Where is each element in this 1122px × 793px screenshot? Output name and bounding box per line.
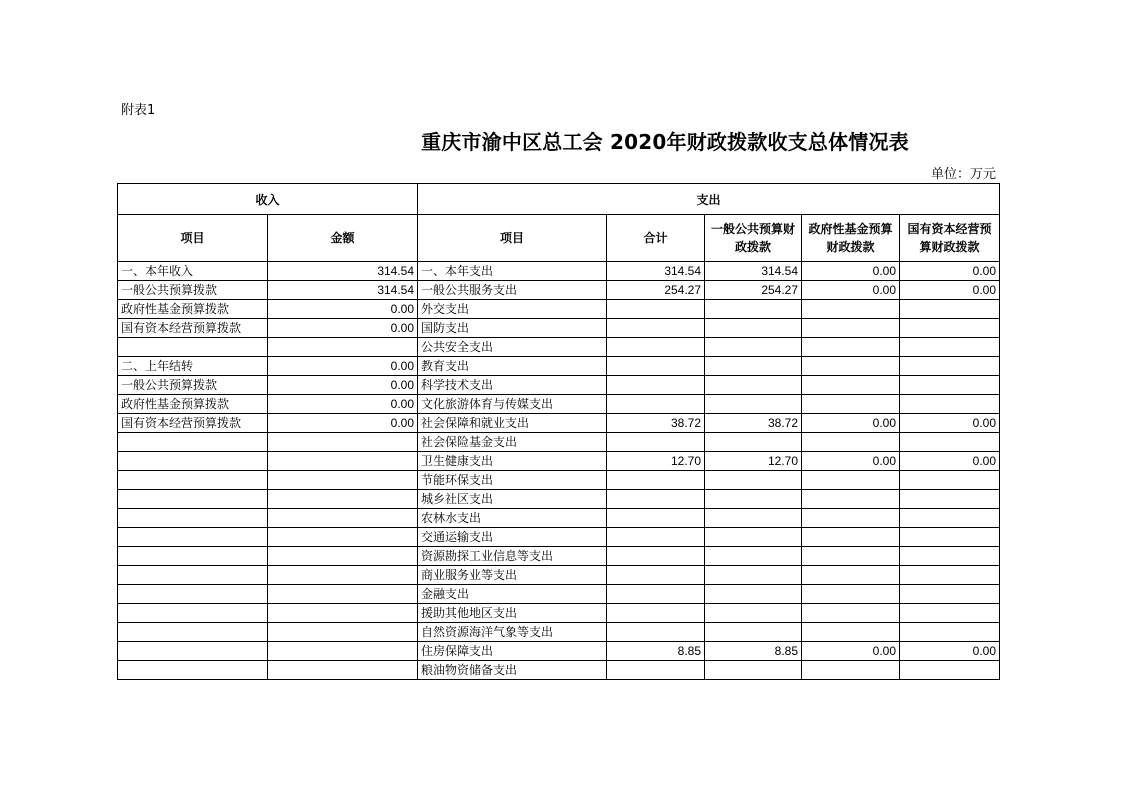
expense-total-cell	[607, 395, 705, 414]
expense-state-capital-cell: 0.00	[900, 281, 1000, 300]
expense-state-capital-cell	[900, 338, 1000, 357]
expense-general-cell	[705, 490, 802, 509]
expense-state-capital-cell	[900, 300, 1000, 319]
expense-item-cell: 国防支出	[418, 319, 607, 338]
table-row	[118, 281, 1000, 300]
income-item-cell	[118, 433, 268, 452]
expense-item-cell: 一、本年支出	[418, 262, 607, 281]
expense-total-cell: 314.54	[607, 262, 705, 281]
table-body	[118, 262, 1000, 680]
income-item-cell	[118, 338, 268, 357]
income-item-cell	[118, 547, 268, 566]
col-expense-gov-fund: 政府性基金预算财政拨款	[802, 215, 900, 262]
expense-total-cell: 254.27	[607, 281, 705, 300]
expense-item-cell: 自然资源海洋气象等支出	[418, 623, 607, 642]
expense-total-cell	[607, 433, 705, 452]
table-row	[118, 528, 1000, 547]
expense-state-capital-cell: 0.00	[900, 262, 1000, 281]
expense-total-cell	[607, 319, 705, 338]
expense-gov-fund-cell: 0.00	[802, 642, 900, 661]
expense-item-cell: 教育支出	[418, 357, 607, 376]
expense-total-cell	[607, 623, 705, 642]
income-amount-cell	[268, 509, 418, 528]
expense-general-cell	[705, 566, 802, 585]
income-amount-cell: 314.54	[268, 262, 418, 281]
expense-total-cell	[607, 376, 705, 395]
table-row	[118, 357, 1000, 376]
expense-gov-fund-cell	[802, 509, 900, 528]
income-amount-cell	[268, 661, 418, 680]
expense-total-cell: 8.85	[607, 642, 705, 661]
expense-state-capital-cell	[900, 528, 1000, 547]
table-row	[118, 300, 1000, 319]
expense-total-cell	[607, 357, 705, 376]
expense-gov-fund-cell	[802, 319, 900, 338]
expense-item-cell: 文化旅游体育与传媒支出	[418, 395, 607, 414]
col-expense-total: 合计	[607, 215, 705, 262]
expense-general-cell	[705, 376, 802, 395]
expense-gov-fund-cell	[802, 604, 900, 623]
col-expense-item: 项目	[418, 215, 607, 262]
expense-gov-fund-cell	[802, 357, 900, 376]
expense-state-capital-cell	[900, 604, 1000, 623]
expense-state-capital-cell	[900, 433, 1000, 452]
expense-general-cell	[705, 395, 802, 414]
expense-item-cell: 城乡社区支出	[418, 490, 607, 509]
table-row	[118, 509, 1000, 528]
expense-gov-fund-cell	[802, 528, 900, 547]
expense-general-cell	[705, 547, 802, 566]
income-item-cell: 一、本年收入	[118, 262, 268, 281]
expense-gov-fund-cell: 0.00	[802, 281, 900, 300]
table-row	[118, 452, 1000, 471]
income-amount-cell	[268, 338, 418, 357]
expense-state-capital-cell: 0.00	[900, 414, 1000, 433]
expense-item-cell: 社会保障和就业支出	[418, 414, 607, 433]
income-item-cell	[118, 471, 268, 490]
header-row-group	[118, 184, 1000, 215]
expense-general-cell: 254.27	[705, 281, 802, 300]
unit-label: 单位：万元	[930, 167, 996, 182]
expense-general-cell: 38.72	[705, 414, 802, 433]
expense-total-cell: 12.70	[607, 452, 705, 471]
expense-gov-fund-cell	[802, 661, 900, 680]
income-amount-cell	[268, 490, 418, 509]
expense-state-capital-cell	[900, 566, 1000, 585]
income-amount-cell: 314.54	[268, 281, 418, 300]
expense-gov-fund-cell	[802, 471, 900, 490]
expense-item-cell: 住房保障支出	[418, 642, 607, 661]
income-amount-cell	[268, 585, 418, 604]
income-amount-cell	[268, 433, 418, 452]
expense-state-capital-cell	[900, 376, 1000, 395]
expense-total-cell	[607, 566, 705, 585]
expense-total-cell	[607, 338, 705, 357]
income-amount-cell: 0.00	[268, 395, 418, 414]
expense-gov-fund-cell: 0.00	[802, 414, 900, 433]
table-row	[118, 471, 1000, 490]
table-row	[118, 376, 1000, 395]
table-row	[118, 395, 1000, 414]
expense-header: 支出	[418, 184, 1000, 215]
expense-item-cell: 商业服务业等支出	[418, 566, 607, 585]
expense-gov-fund-cell	[802, 433, 900, 452]
col-income-amount: 金额	[268, 215, 418, 262]
expense-gov-fund-cell	[802, 300, 900, 319]
expense-gov-fund-cell	[802, 376, 900, 395]
expense-gov-fund-cell	[802, 585, 900, 604]
expense-general-cell: 12.70	[705, 452, 802, 471]
expense-gov-fund-cell: 0.00	[802, 262, 900, 281]
income-amount-cell: 0.00	[268, 376, 418, 395]
expense-gov-fund-cell	[802, 623, 900, 642]
income-amount-cell: 0.00	[268, 319, 418, 338]
income-amount-cell	[268, 471, 418, 490]
expense-total-cell	[607, 300, 705, 319]
income-amount-cell	[268, 528, 418, 547]
expense-item-cell: 一般公共服务支出	[418, 281, 607, 300]
expense-general-cell	[705, 509, 802, 528]
expense-item-cell: 金融支出	[418, 585, 607, 604]
expense-total-cell	[607, 661, 705, 680]
expense-state-capital-cell	[900, 547, 1000, 566]
income-item-cell	[118, 452, 268, 471]
income-item-cell: 一般公共预算拨款	[118, 376, 268, 395]
expense-state-capital-cell	[900, 357, 1000, 376]
expense-general-cell	[705, 300, 802, 319]
expense-total-cell	[607, 604, 705, 623]
expense-general-cell	[705, 357, 802, 376]
expense-state-capital-cell	[900, 509, 1000, 528]
table-row	[118, 414, 1000, 433]
expense-gov-fund-cell	[802, 338, 900, 357]
table-row	[118, 566, 1000, 585]
expense-total-cell	[607, 547, 705, 566]
income-item-cell	[118, 528, 268, 547]
header-row-columns	[118, 215, 1000, 262]
expense-general-cell	[705, 585, 802, 604]
income-amount-cell	[268, 566, 418, 585]
expense-state-capital-cell	[900, 490, 1000, 509]
expense-general-cell: 314.54	[705, 262, 802, 281]
expense-general-cell	[705, 433, 802, 452]
expense-item-cell: 节能环保支出	[418, 471, 607, 490]
table-row	[118, 585, 1000, 604]
expense-state-capital-cell	[900, 585, 1000, 604]
expense-state-capital-cell	[900, 395, 1000, 414]
table-row	[118, 490, 1000, 509]
income-item-cell: 政府性基金预算拨款	[118, 300, 268, 319]
table-row	[118, 547, 1000, 566]
income-amount-cell: 0.00	[268, 300, 418, 319]
expense-state-capital-cell	[900, 623, 1000, 642]
table-row	[118, 319, 1000, 338]
income-item-cell: 二、上年结转	[118, 357, 268, 376]
expense-general-cell	[705, 528, 802, 547]
income-amount-cell	[268, 623, 418, 642]
expense-item-cell: 外交支出	[418, 300, 607, 319]
expense-item-cell: 资源勘探工业信息等支出	[418, 547, 607, 566]
income-item-cell	[118, 585, 268, 604]
expense-total-cell	[607, 528, 705, 547]
col-income-item: 项目	[118, 215, 268, 262]
expense-gov-fund-cell	[802, 490, 900, 509]
expense-total-cell: 38.72	[607, 414, 705, 433]
expense-general-cell	[705, 623, 802, 642]
col-expense-state-capital: 国有资本经营预算财政拨款	[900, 215, 1000, 262]
table-row	[118, 433, 1000, 452]
expense-gov-fund-cell	[802, 566, 900, 585]
budget-table	[117, 183, 1000, 680]
expense-general-cell	[705, 661, 802, 680]
income-amount-cell	[268, 452, 418, 471]
expense-item-cell: 交通运输支出	[418, 528, 607, 547]
income-item-cell	[118, 661, 268, 680]
expense-item-cell: 社会保险基金支出	[418, 433, 607, 452]
table-row	[118, 338, 1000, 357]
expense-item-cell: 农林水支出	[418, 509, 607, 528]
income-amount-cell	[268, 547, 418, 566]
expense-item-cell: 援助其他地区支出	[418, 604, 607, 623]
income-item-cell	[118, 642, 268, 661]
income-item-cell: 国有资本经营预算拨款	[118, 414, 268, 433]
expense-state-capital-cell	[900, 319, 1000, 338]
expense-general-cell	[705, 471, 802, 490]
table-row	[118, 661, 1000, 680]
table-row	[118, 642, 1000, 661]
expense-item-cell: 科学技术支出	[418, 376, 607, 395]
income-item-cell: 一般公共预算拨款	[118, 281, 268, 300]
table-row	[118, 604, 1000, 623]
col-expense-general: 一般公共预算财政拨款	[705, 215, 802, 262]
income-item-cell: 政府性基金预算拨款	[118, 395, 268, 414]
income-item-cell	[118, 566, 268, 585]
expense-total-cell	[607, 509, 705, 528]
income-amount-cell: 0.00	[268, 357, 418, 376]
expense-general-cell	[705, 604, 802, 623]
income-header: 收入	[118, 184, 418, 215]
expense-state-capital-cell: 0.00	[900, 642, 1000, 661]
expense-general-cell	[705, 338, 802, 357]
expense-total-cell	[607, 471, 705, 490]
expense-state-capital-cell	[900, 661, 1000, 680]
expense-gov-fund-cell	[802, 395, 900, 414]
income-item-cell	[118, 604, 268, 623]
income-item-cell: 国有资本经营预算拨款	[118, 319, 268, 338]
expense-item-cell: 粮油物资储备支出	[418, 661, 607, 680]
page-title: 重庆市渝中区总工会 2020年财政拨款收支总体情况表	[421, 130, 909, 154]
expense-general-cell	[705, 319, 802, 338]
income-amount-cell	[268, 604, 418, 623]
table-row	[118, 262, 1000, 281]
expense-item-cell: 卫生健康支出	[418, 452, 607, 471]
expense-general-cell: 8.85	[705, 642, 802, 661]
table-row	[118, 623, 1000, 642]
income-amount-cell: 0.00	[268, 414, 418, 433]
expense-gov-fund-cell	[802, 547, 900, 566]
income-item-cell	[118, 509, 268, 528]
expense-gov-fund-cell: 0.00	[802, 452, 900, 471]
income-item-cell	[118, 623, 268, 642]
expense-state-capital-cell	[900, 471, 1000, 490]
income-item-cell	[118, 490, 268, 509]
attachment-label: 附表1	[121, 103, 156, 118]
expense-total-cell	[607, 490, 705, 509]
income-amount-cell	[268, 642, 418, 661]
expense-state-capital-cell: 0.00	[900, 452, 1000, 471]
expense-item-cell: 公共安全支出	[418, 338, 607, 357]
expense-total-cell	[607, 585, 705, 604]
